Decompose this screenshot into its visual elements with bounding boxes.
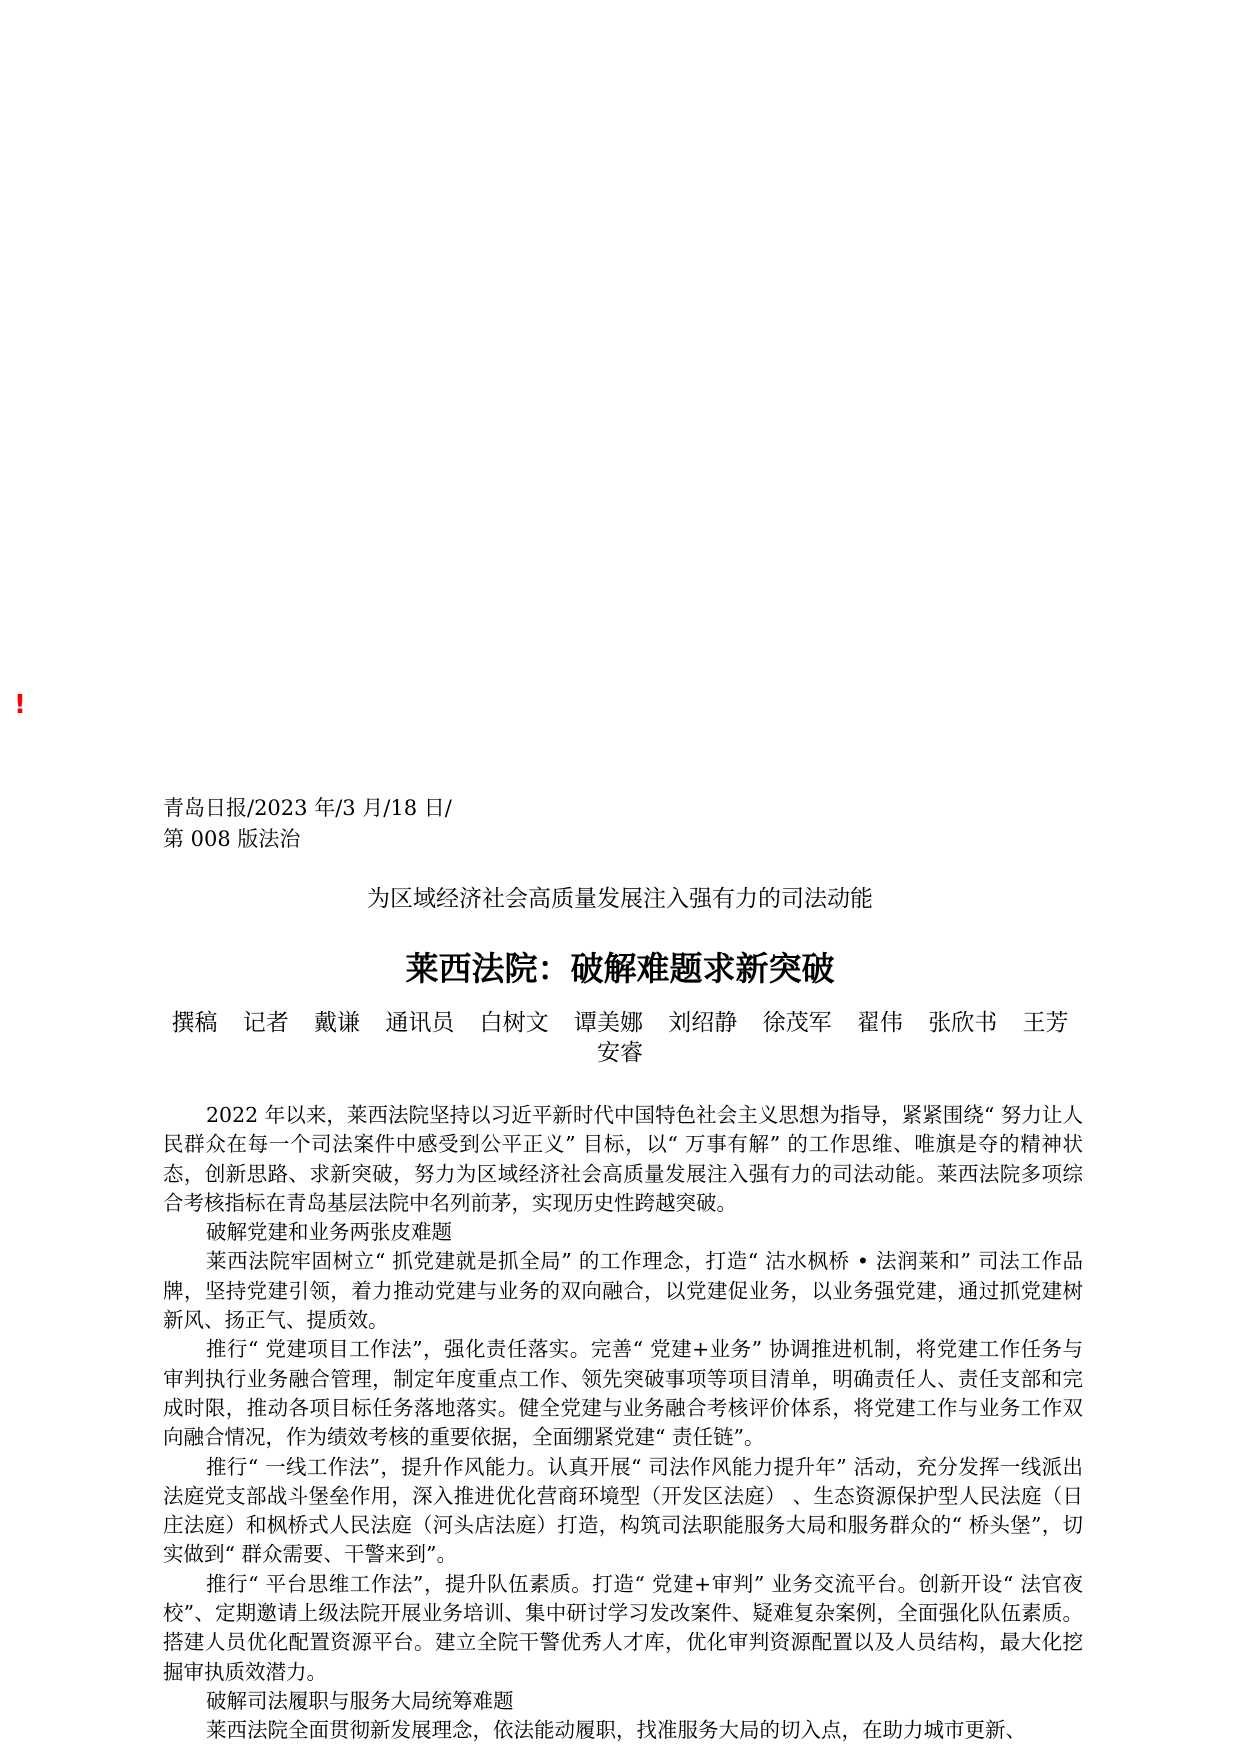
section-heading: 破解党建和业务两张皮难题 <box>206 1220 452 1245</box>
article-body <box>163 1101 1083 1746</box>
paragraph: 推行“ 平台思维工作法”，提升队伍素质。打造“ 党建+审判” 业务交流平台。创新开设“ 法官夜校”、定期邀请上级法院开展业务培训、集中研讨学习发改案件、疑难复杂案例，全面强化队伍素质。搭建人员优化配置资源平台。建立全院干警优秀人才库，优化审判资源配置以及人员结构，最大化挖掘审执质效潜力。 <box>163 1571 1083 1684</box>
red-exclamation-mark: ! <box>14 690 26 720</box>
paragraph: 2022 年以来，莱西法院坚持以习近平新时代中国特色社会主义思想为指导，紧紧围绕“ 努力让人民群众在每一个司法案件中感受到公平正义” 目标，以“ 万事有解” 的工作思维、唯旗是夺的精神状态，创新思路、求新突破，努力为区域经济社会高质量发展注入强有力的司法动能。莱西法院多项综合考核指标在青岛基层法院中名列前茅，实现历史性跨越突破。 <box>163 1103 1083 1215</box>
source-line: 青岛日报/2023 年/3 月/18 日/第 008 版法治 <box>163 796 452 851</box>
section-heading: 破解司法履职与服务大局统筹难题 <box>206 1688 514 1713</box>
byline: 撰稿 记者 戴谦 通讯员 白树文 谭美娜 刘绍静 徐茂军 翟伟 张欣书 王芳 安睿 <box>171 1010 1069 1066</box>
paragraph: 莱西法院牢固树立“ 抓党建就是抓全局” 的工作理念，打造“ 沽水枫桥 • 法润莱和” 司法工作品牌，坚持党建引领，着力推动党建与业务的双向融合，以党建促业务，以业务强党建，通过抓党建树新风、扬正气、提质效。 <box>163 1249 1083 1333</box>
paragraph: 推行“ 一线工作法”，提升作风能力。认真开展“ 司法作风能力提升年” 活动，充分发挥一线派出法庭党支部战斗堡垒作用，深入推进优化营商环境型（开发区法庭） 、生态资源保护型人民法庭（日庄法庭）和枫桥式人民法庭（河头店法庭）打造，构筑司法职能服务大局和服务群众的“ 桥头堡”，切实做到“ 群众需要、干警来到”。 <box>163 1454 1083 1567</box>
article-subtitle: 为区域经济社会高质量发展注入强有力的司法动能 <box>367 886 873 912</box>
paragraph: 推行“ 党建项目工作法”，强化责任落实。完善“ 党建+业务” 协调推进机制，将党建工作任务与审判执行业务融合管理，制定年度重点工作、领先突破事项等项目清单，明确责任人、责任支部和完成时限，推动各项目标任务落地落实。健全党建与业务融合考核评价体系，将党建工作与业务工作双向融合情况，作为绩效考核的重要依据，全面绷紧党建“ 责任链”。 <box>163 1337 1083 1450</box>
paragraph: 莱西法院全面贯彻新发展理念，依法能动履职，找准服务大局的切入点，在助力城市更新、 <box>206 1718 1026 1743</box>
article-headline: 莱西法院：破解难题求新突破 <box>405 949 835 988</box>
